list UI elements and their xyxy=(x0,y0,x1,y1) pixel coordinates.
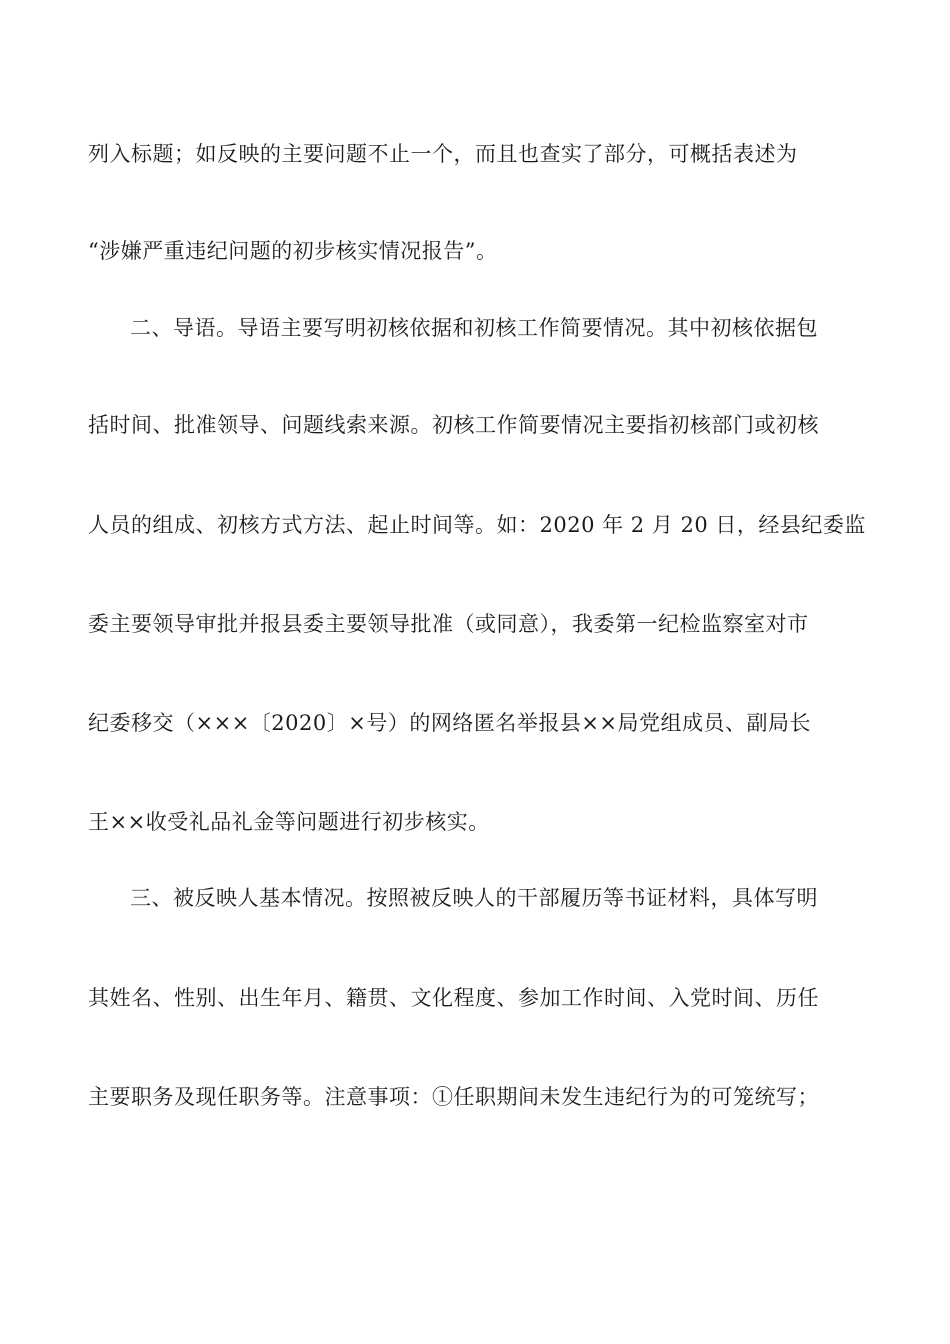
paragraph-line: 括时间、批准领导、问题线索来源。初核工作简要情况主要指初核部门或初核 xyxy=(88,413,819,437)
paragraph-line: “涉嫌严重违纪问题的初步核实情况报告”。 xyxy=(88,239,498,263)
paragraph-line: 委主要领导审批并报县委主要领导批准（或同意），我委第一纪检监察室对市 xyxy=(88,612,809,636)
paragraph-line: 主要职务及现任职务等。注意事项：①任职期间未发生违纪行为的可笼统写； xyxy=(88,1085,819,1109)
paragraph-line: 王××收受礼品礼金等问题进行初步核实。 xyxy=(88,810,490,834)
paragraph-line: 纪委移交（×××〔2020〕×号）的网络匿名举报县××局党组成员、副局长 xyxy=(88,711,812,735)
paragraph-line: 其姓名、性别、出生年月、籍贯、文化程度、参加工作时间、入党时间、历任 xyxy=(88,986,819,1010)
paragraph-line: 列入标题；如反映的主要问题不止一个，而且也查实了部分，可概括表述为 xyxy=(88,142,798,166)
section-heading-line: 二、导语。导语主要写明初核依据和初核工作简要情况。其中初核依据包 xyxy=(130,316,818,340)
section-heading-line: 三、被反映人基本情况。按照被反映人的干部履历等书证材料，具体写明 xyxy=(130,886,818,910)
paragraph-line: 人员的组成、初核方式方法、起止时间等。如：2020 年 2 月 20 日，经县纪委监 xyxy=(88,513,866,537)
